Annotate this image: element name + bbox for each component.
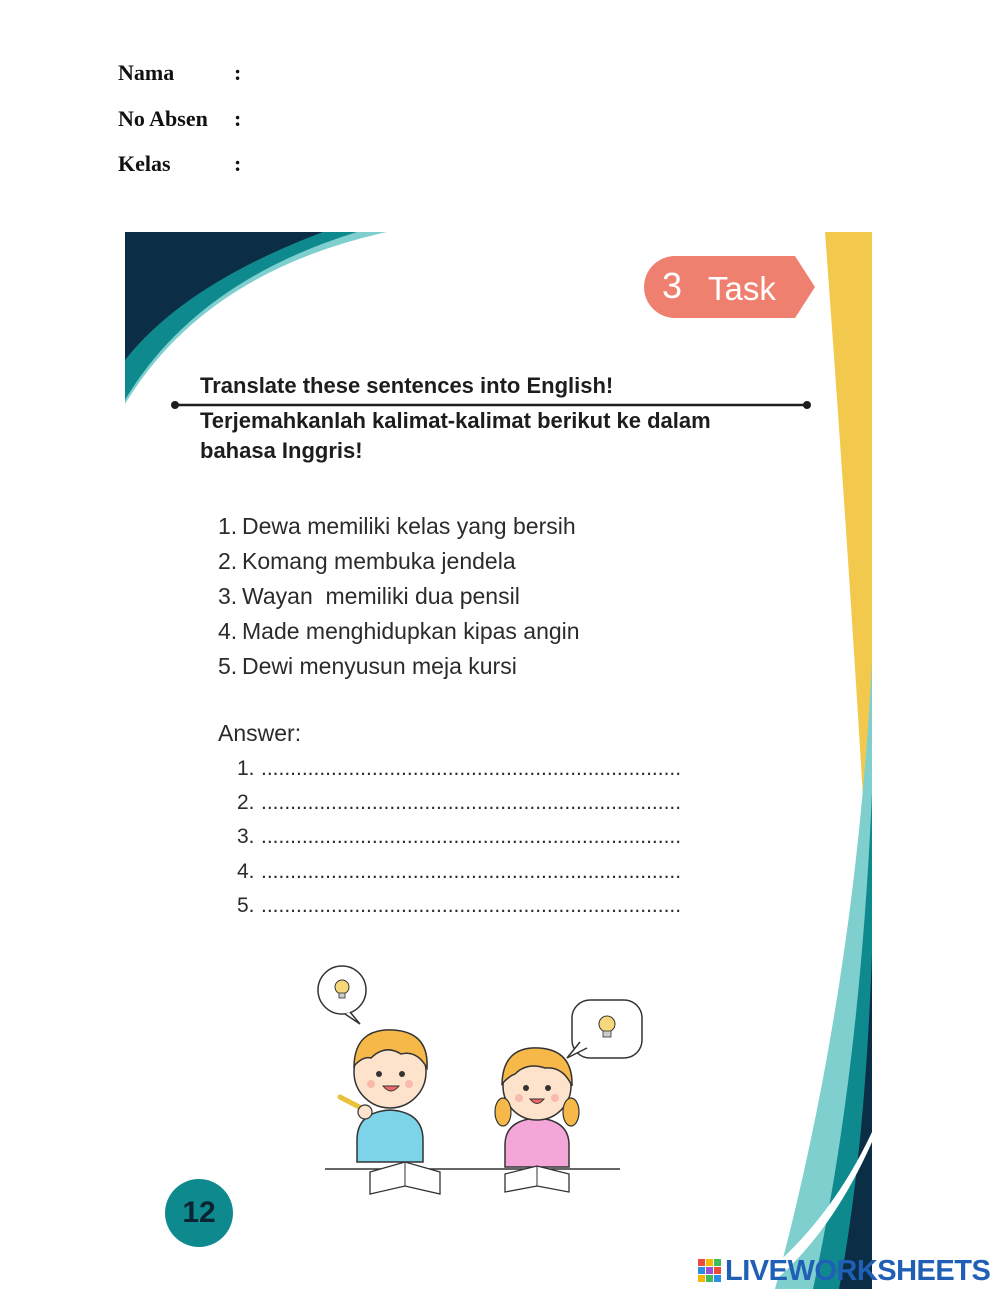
answer-number: 3.: [237, 825, 255, 848]
absence-number-label: No Absen: [118, 106, 208, 131]
page-number-badge: 12: [165, 1179, 233, 1247]
class-label: Kelas: [118, 151, 171, 176]
name-colon: :: [234, 60, 242, 85]
task-number: 3: [662, 265, 683, 306]
answer-blank[interactable]: ........................................................................: [261, 757, 682, 780]
divider-dot-left: [171, 401, 179, 409]
answer-blank[interactable]: ........................................................................: [261, 860, 682, 883]
sentence-text: Wayan memiliki dua pensil: [242, 583, 520, 609]
boy-thought-bubble: [318, 966, 366, 1024]
sentence-item: [218, 583, 520, 610]
answer-line[interactable]: [237, 825, 681, 849]
sentence-item: [218, 548, 516, 575]
answer-line[interactable]: [237, 894, 681, 918]
absence-number-field-row: [118, 106, 241, 132]
sentence-number: 4.: [218, 618, 238, 644]
sentence-number: 1.: [218, 513, 238, 539]
answer-number: 1.: [237, 757, 255, 780]
sentence-number: 2.: [218, 548, 238, 574]
boy-figure: [340, 1030, 427, 1162]
answer-blank[interactable]: ........................................................................: [261, 825, 682, 848]
children-studying-illustration: [305, 962, 645, 1212]
sentence-number: 5.: [218, 653, 238, 679]
lightbulb-icon: [335, 980, 349, 994]
task-card: [125, 232, 872, 1289]
sentence-text: Dewi menyusun meja kursi: [242, 653, 517, 679]
sentence-text: Dewa memiliki kelas yang bersih: [242, 513, 576, 539]
divider-dot-right: [803, 401, 811, 409]
instruction-indonesian-line-2: bahasa Inggris!: [200, 438, 363, 463]
answer-label: Answer:: [218, 720, 302, 746]
absence-number-colon: :: [234, 106, 242, 131]
liveworksheets-watermark: [698, 1256, 990, 1286]
liveworksheets-logo-icon: [698, 1259, 722, 1283]
sentence-number: 3.: [218, 583, 238, 609]
answer-line[interactable]: [237, 757, 681, 781]
girl-figure: [495, 1048, 579, 1167]
name-field-row: [118, 60, 241, 86]
sentence-item: [218, 618, 580, 645]
sentence-item: [218, 653, 517, 680]
instruction-english: Translate these sentences into English!: [200, 373, 614, 398]
class-field-row: [118, 151, 241, 177]
answer-blank[interactable]: ........................................................................: [261, 894, 682, 917]
girl-thought-bubble: [567, 1000, 642, 1058]
sentence-text: Made menghidupkan kipas angin: [242, 618, 580, 644]
watermark-text: LIVEWORKSHEETS: [725, 1254, 991, 1287]
answer-number: 2.: [237, 791, 255, 814]
answer-blank[interactable]: ........................................................................: [261, 791, 682, 814]
sentence-text: Komang membuka jendela: [242, 548, 516, 574]
lightbulb-icon: [599, 1016, 615, 1032]
answer-number: 4.: [237, 860, 255, 883]
answer-number: 5.: [237, 894, 255, 917]
name-label: Nama: [118, 60, 175, 85]
answer-line[interactable]: [237, 791, 681, 815]
class-colon: :: [234, 151, 242, 176]
task-label: Task: [708, 270, 776, 307]
answer-line[interactable]: [237, 860, 681, 884]
sentence-item: [218, 513, 576, 540]
instruction-indonesian-line-1: Terjemahkanlah kalimat-kalimat berikut ke dalam: [200, 408, 711, 433]
